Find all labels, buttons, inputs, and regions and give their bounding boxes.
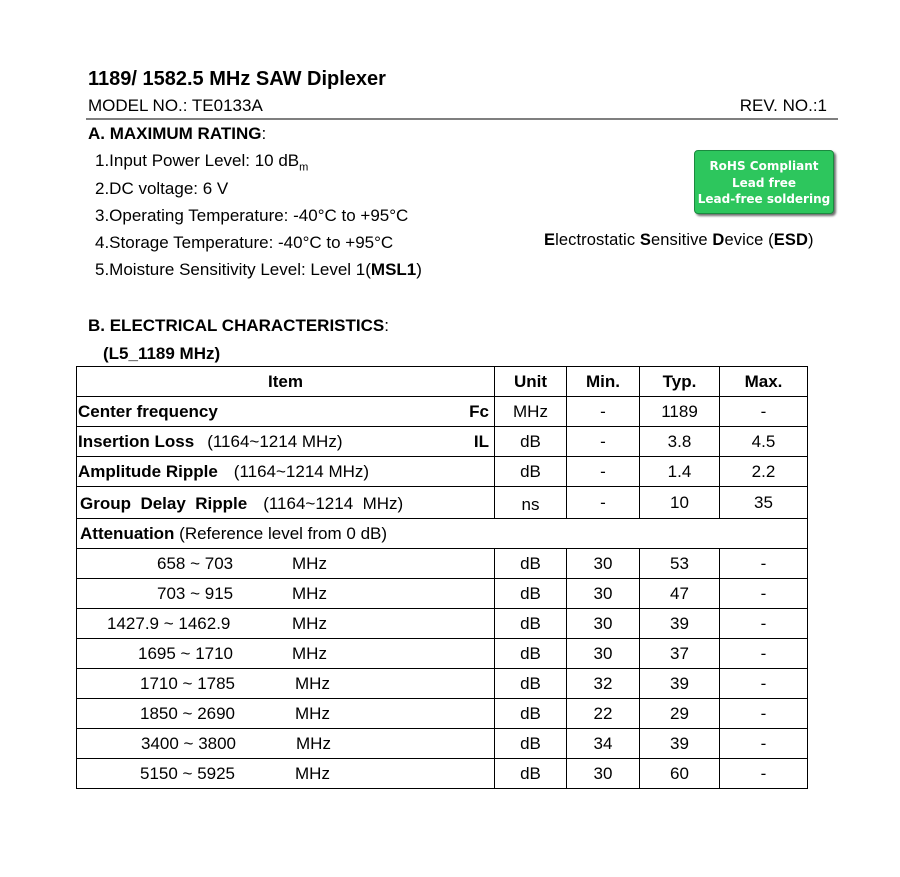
esd-text: lectrostatic	[555, 231, 640, 249]
esd-notice	[544, 231, 814, 250]
esd-cap: E	[544, 231, 556, 249]
row-min: 30	[567, 609, 640, 639]
row-max: -	[720, 759, 808, 789]
row-unit: dB	[495, 729, 567, 759]
row-typ: 39	[640, 669, 720, 699]
param-condition: (1164~1214 MHz)	[233, 462, 370, 481]
band-label: (L5_1189 MHz)	[103, 344, 221, 363]
max-rating-title: A. MAXIMUM RATING	[88, 124, 262, 143]
freq-range: 3400 ~ 3800	[141, 734, 237, 753]
row-typ: 47	[640, 579, 720, 609]
row-unit: MHz	[495, 397, 567, 427]
row-unit: dB	[495, 579, 567, 609]
freq-unit: MHz	[296, 734, 331, 753]
rohs-line-1: RoHS Compliant	[709, 159, 819, 173]
param-condition: (1164~1214 MHz)	[207, 432, 343, 451]
row-max: -	[720, 549, 808, 579]
rating-bold: MSL1	[370, 260, 417, 279]
table-row	[77, 397, 808, 427]
row-unit: dB	[495, 609, 567, 639]
row-min: -	[567, 397, 640, 427]
row-min: 30	[567, 639, 640, 669]
table-row	[77, 759, 808, 789]
row-item	[77, 639, 495, 669]
row-unit: dB	[495, 457, 567, 487]
table-row	[77, 427, 808, 457]
rating-item-storage-temp: 4.Storage Temperature: -40°C to +95°C	[95, 233, 394, 252]
esd-cap: S	[639, 231, 651, 249]
row-typ: 53	[640, 549, 720, 579]
esd-text: ensitive	[650, 231, 713, 249]
rating-item-msl	[95, 260, 422, 280]
table-row	[77, 487, 808, 519]
row-max: -	[720, 699, 808, 729]
max-rating-colon: :	[261, 124, 267, 143]
esd-cap: D	[712, 231, 725, 249]
param-symbol: IL	[473, 432, 489, 451]
param-condition: (1164~1214 MHz)	[263, 494, 404, 513]
row-min: 22	[567, 699, 640, 729]
freq-range: 1427.9 ~ 1462.9	[107, 614, 231, 633]
row-unit: dB	[495, 759, 567, 789]
esd-text: evice (	[724, 231, 774, 249]
table-header-row	[77, 367, 808, 397]
row-item	[77, 759, 495, 789]
row-unit: ns	[495, 487, 567, 519]
document-title: 1189/ 1582.5 MHz SAW Diplexer	[88, 68, 386, 90]
param-name: Group Delay Ripple	[80, 494, 248, 513]
row-unit: dB	[495, 549, 567, 579]
freq-unit: MHz	[295, 704, 330, 723]
row-item	[77, 487, 495, 519]
rating-item-dc-voltage: 2.DC voltage: 6 V	[95, 179, 229, 198]
header-typ: Typ.	[640, 367, 720, 397]
freq-unit: MHz	[292, 614, 327, 633]
esd-text: )	[807, 231, 814, 249]
row-min: -	[567, 457, 640, 487]
rating-tail: )	[416, 260, 422, 279]
row-typ: 10	[640, 487, 720, 519]
row-typ: 1.4	[640, 457, 720, 487]
row-item	[77, 457, 495, 487]
header-max: Max.	[720, 367, 808, 397]
table-row	[77, 609, 808, 639]
freq-unit: MHz	[292, 644, 327, 663]
row-item	[77, 609, 495, 639]
row-item	[77, 669, 495, 699]
row-max: -	[720, 639, 808, 669]
esd-abbr: ESD	[773, 231, 808, 249]
max-rating-heading	[88, 124, 266, 144]
row-typ: 39	[640, 729, 720, 759]
row-min: 32	[567, 669, 640, 699]
row-max: -	[720, 397, 808, 427]
table-row	[77, 579, 808, 609]
row-min: 30	[567, 579, 640, 609]
freq-unit: MHz	[295, 764, 330, 783]
row-typ: 29	[640, 699, 720, 729]
row-typ: 60	[640, 759, 720, 789]
param-name: Center frequency	[78, 402, 218, 421]
header-divider	[86, 118, 838, 120]
param-symbol: Fc	[469, 402, 489, 421]
param-name: Insertion Loss	[78, 432, 195, 451]
freq-range: 1695 ~ 1710	[138, 644, 234, 663]
row-item	[77, 729, 495, 759]
row-item	[77, 427, 495, 457]
freq-unit: MHz	[295, 674, 330, 693]
header-min: Min.	[567, 367, 640, 397]
row-max: 4.5	[720, 427, 808, 457]
revision-number: REV. NO.:1	[739, 96, 827, 115]
rating-text: 5.Moisture Sensitivity Level: Level 1(	[95, 260, 371, 279]
row-item	[77, 579, 495, 609]
table-row	[77, 729, 808, 759]
freq-range: 658 ~ 703	[157, 554, 234, 573]
rating-item-input-power	[95, 151, 308, 173]
rohs-line-2: Lead free	[731, 175, 797, 190]
rating-text: 1.Input Power Level: 10 dB	[95, 151, 300, 170]
row-min: 30	[567, 759, 640, 789]
electrical-heading	[88, 316, 389, 336]
model-number: MODEL NO.: TE0133A	[88, 96, 263, 115]
row-typ: 39	[640, 609, 720, 639]
row-min: -	[567, 487, 640, 519]
rohs-compliant-badge	[694, 150, 834, 214]
row-item	[77, 397, 495, 427]
header-item: Item	[77, 367, 495, 397]
row-unit: dB	[495, 699, 567, 729]
table-row	[77, 549, 808, 579]
electrical-colon: :	[384, 316, 389, 335]
table-row	[77, 669, 808, 699]
param-name: Amplitude Ripple	[78, 462, 218, 481]
freq-range: 1850 ~ 2690	[140, 704, 236, 723]
row-item	[77, 699, 495, 729]
table-row	[77, 699, 808, 729]
attenuation-label: Attenuation	[80, 523, 175, 543]
row-unit: dB	[495, 669, 567, 699]
row-typ: 3.8	[640, 427, 720, 457]
header-unit: Unit	[495, 367, 567, 397]
rating-item-operating-temp: 3.Operating Temperature: -40°C to +95°C	[95, 206, 409, 225]
row-max: 35	[720, 487, 808, 519]
freq-unit: MHz	[292, 554, 327, 573]
row-typ: 1189	[640, 397, 720, 427]
table-row	[77, 457, 808, 487]
row-min: 30	[567, 549, 640, 579]
row-max: 2.2	[720, 457, 808, 487]
freq-unit: MHz	[292, 584, 327, 603]
electrical-title: B. ELECTRICAL CHARACTERISTICS	[88, 316, 385, 335]
row-item	[77, 549, 495, 579]
row-unit: dB	[495, 639, 567, 669]
row-min: -	[567, 427, 640, 457]
rohs-line-3: Lead-free soldering	[697, 192, 831, 206]
row-max: -	[720, 579, 808, 609]
attenuation-heading-row	[77, 519, 808, 549]
row-max: -	[720, 729, 808, 759]
freq-range: 5150 ~ 5925	[140, 764, 236, 783]
row-max: -	[720, 609, 808, 639]
spec-table	[76, 366, 808, 789]
row-typ: 37	[640, 639, 720, 669]
freq-range: 703 ~ 915	[157, 584, 234, 603]
attenuation-heading	[77, 519, 808, 549]
attenuation-note: (Reference level from 0 dB)	[174, 523, 388, 543]
row-min: 34	[567, 729, 640, 759]
rating-subscript: m	[299, 161, 309, 174]
freq-range: 1710 ~ 1785	[140, 674, 236, 693]
row-unit: dB	[495, 427, 567, 457]
table-row	[77, 639, 808, 669]
row-max: -	[720, 669, 808, 699]
